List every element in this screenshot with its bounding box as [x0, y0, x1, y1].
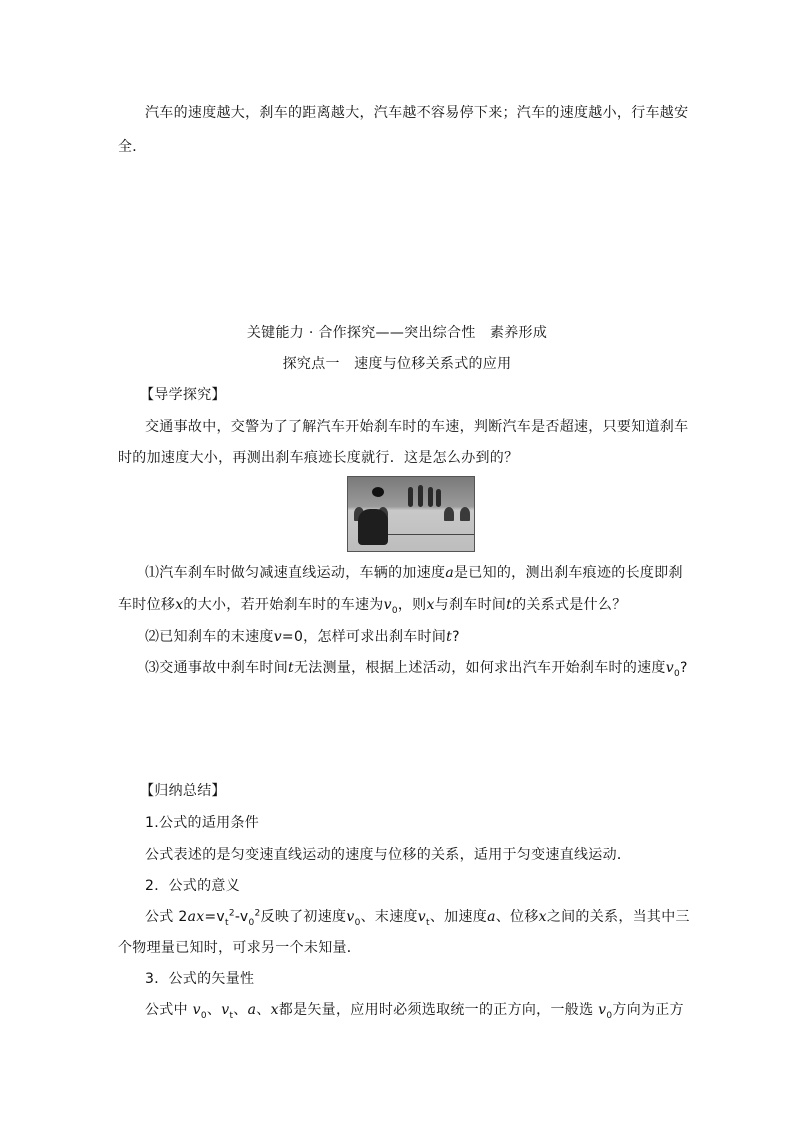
section-heading: 关键能力 · 合作探究——突出综合性 素养形成 — [246, 325, 548, 341]
traffic-accident-photo — [347, 476, 475, 552]
guide-label: 【导学探究】 — [140, 387, 226, 403]
summary-item-2-title: 2．公式的意义 — [145, 878, 241, 894]
summary-label: 【归纳总结】 — [140, 783, 226, 799]
summary-item-1-text: 公式表述的是匀变速直线运动的速度与位移的关系，适用于匀变速直线运动． — [145, 847, 632, 863]
question-1-line-1: ⑴汽车刹车时做匀减速直线运动，车辆的加速度a是已知的，测出刹车痕迹的长度即刹 — [145, 565, 683, 581]
question-2: ⑵已知刹车的末速度v=0，怎样可求出刹车时间t? — [145, 629, 460, 645]
summary-item-1-title: 1.公式的适用条件 — [145, 815, 260, 831]
summary-item-2-line-2: 个物理量已知时，可求另一个未知量． — [118, 940, 362, 956]
summary-item-3-text: 公式中 $v_0$、$v_t$、a、x都是矢量，应用时必须选取统一的正方向，一般选 $v_0$方向为正方 — [145, 1002, 684, 1021]
section-subheading: 探究点一 速度与位移关系式的应用 — [282, 356, 512, 372]
guide-para-line-2: 时的加速度大小，再测出刹车痕迹长度就行．这是怎么办到的？ — [118, 450, 519, 466]
summary-item-3-title: 3．公式的矢量性 — [145, 971, 255, 987]
intro-line-1: 汽车的速度越大，刹车的距离越大，汽车越不容易停下来；汽车的速度越小，行车越安 — [145, 105, 689, 121]
summary-item-2-formula-line: 公式 $2ax=v_t^2-v_0^2$反映了初速度$v_0$、末速度$v_t$、加速度a、位移x之间的关系，当其中三 — [145, 908, 690, 928]
question-3: ⑶交通事故中刹车时间t无法测量，根据上述活动，如何求出汽车开始刹车时的速度$v_0$? — [145, 660, 688, 679]
guide-para-line-1: 交通事故中，交警为了了解汽车开始刹车时的车速，判断汽车是否超速，只要知道刹车 — [145, 419, 689, 435]
question-1-line-2: 车时位移x的大小，若开始刹车时的车速为$v_0$，则x与刹车时间t的关系式是什么？ — [118, 597, 627, 616]
intro-line-2: 全． — [118, 139, 147, 155]
